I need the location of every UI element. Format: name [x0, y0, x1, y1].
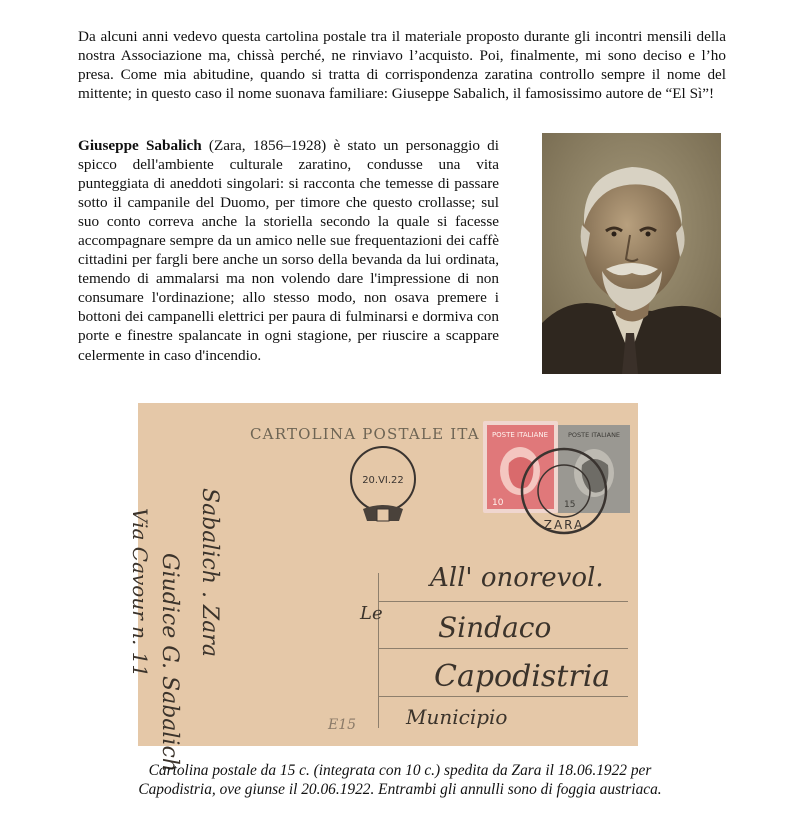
pencil-note: E15	[328, 717, 357, 733]
address-line-4: Municipio	[406, 705, 508, 729]
sender-line-3-text: Via Cavour n. 11	[128, 508, 152, 678]
address-prefix: Le	[360, 603, 383, 624]
address-divider	[378, 573, 379, 728]
address-rule-1	[378, 601, 628, 602]
address-line-2: Sindaco	[438, 611, 552, 644]
bio-paragraph	[78, 136, 499, 365]
sender-line-2: Sabalich . Zara	[197, 488, 222, 657]
portrait-photo	[542, 133, 721, 374]
red-stamp-value: 10	[492, 498, 504, 508]
address-rule-2	[378, 648, 628, 649]
figure-caption	[120, 761, 680, 799]
caption-line-1: Cartolina postale da 15 c. (integrata con 10 c.) spedita da Zara il 18.06.1922 per	[148, 762, 652, 779]
address-rule-3	[378, 696, 628, 697]
gray-stamp-value: 15	[564, 500, 576, 510]
address-line-3: Capodistria	[434, 659, 611, 694]
postcard-printed-title: CARTOLINA POSTALE ITA	[250, 425, 480, 443]
sender-line-1: Giudice G. Sabalich	[157, 553, 182, 772]
postmark-town: ZARA	[543, 518, 585, 532]
bio-name: Giuseppe Sabalich	[78, 137, 202, 154]
arrival-postmark-date: 20.VI.22	[362, 475, 404, 486]
bio-text: (Zara, 1856–1928) è stato un personaggio di spicco dell'ambiente culturale zaratino, condusse una vita punteggiata di aneddoti singolari: si racconta che temesse di passare sotto il campanile del Duomo, per timore che questo crollasse; sul suo conto correva anche la storiella secondo la quale si facesse accompagnare sempre da un amico nelle sue frequentazioni dei caffè cittadini per fargli bere anche un sorso della bevanda da lui ordinata, temendo di ammalarsi ma non volendo dare l'impressione di non consumare l'ordinazione; allo stesso modo, non osava premere i bottoni dei campanelli elettrici per paura di fulminarsi e dormiva con porte e finestre spalancate in ogni stagione, per riuscire a scappare celermente in caso d'incendio.	[78, 137, 499, 364]
intro-paragraph: Da alcuni anni vedevo questa cartolina postale tra il materiale proposto durante gli incontri mensili della nostra Associazione ma, chissà perché, ne rinviavo l’acquisto. Poi, finalmente, mi sono deciso e l’ho presa. Come mia abitudine, quando si tratta di corrispondenza zaratina controllo sempre il nome del mittente; in questo caso il nome suonava familiare: Giuseppe Sabalich, il famosissimo autore de “El Sì”!	[78, 28, 726, 102]
address-line-1: All' onorevol.	[430, 563, 604, 593]
red-stamp-label: POSTE ITALIANE	[491, 431, 549, 439]
gray-stamp-label: POSTE ITALIANE	[567, 431, 621, 439]
caption-line-2: Capodistria, ove giunse il 20.06.1922. Entrambi gli annulli sono di foggia austriaca.	[138, 781, 662, 798]
arrival-postmark-icon	[333, 443, 433, 529]
zara-postmark-icon	[516, 443, 612, 539]
portrait-illustration	[542, 133, 721, 374]
